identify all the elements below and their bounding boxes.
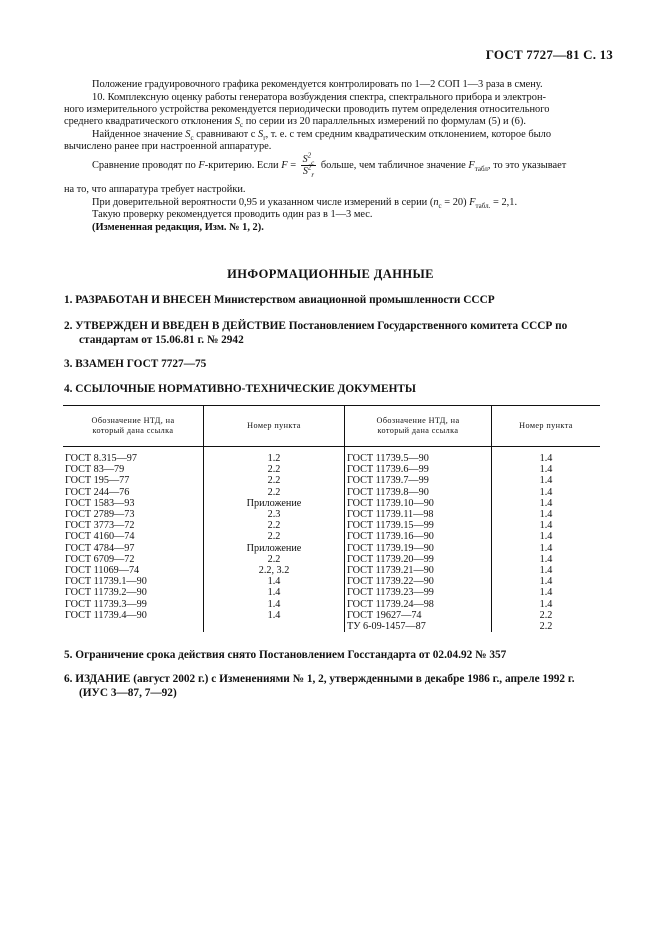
table-cell: 1.4 <box>267 598 281 610</box>
page-header: ГОСТ 7727—81 С. 13 <box>485 47 613 62</box>
paragraph-calibration-check: Положение градуировочного графика рекомендуется контролировать по 1—2 СОП 1—3 раза в смену. <box>92 79 543 90</box>
header-line: который дана ссылка <box>92 426 174 435</box>
paragraph-found-value-line2: вычислено ранее при настроенной аппаратуре. <box>64 141 272 152</box>
info-item-2 <box>64 319 567 334</box>
table-body-row <box>63 447 600 633</box>
table-cell: ГОСТ 11739.24—98 <box>347 598 434 610</box>
header-item-left: Номер пункта <box>204 406 345 447</box>
text-fragment: Сравнение проводят по <box>92 160 196 171</box>
symbol-f: F <box>198 160 205 171</box>
section-title: ИНФОРМАЦИОННЫЕ ДАННЫЕ <box>227 267 434 281</box>
table-cell: 1.2 <box>267 453 281 464</box>
table-cell: 1.4 <box>267 609 281 621</box>
table-cell: ГОСТ 6709—72 <box>65 553 135 565</box>
table-cell: 1.4 <box>267 587 281 599</box>
table-cell: ГОСТ 2789—73 <box>65 509 135 521</box>
table-cell: 2.2 <box>267 553 281 565</box>
equals-sign: = <box>290 160 297 171</box>
table-cell: 1.4 <box>267 576 281 588</box>
symbol-f: F <box>468 160 475 171</box>
text-fragment: среднего квадратического отклонения <box>64 116 233 127</box>
table-cell: 1.4 <box>539 587 553 599</box>
table-cell: ГОСТ 11739.3—99 <box>65 598 147 610</box>
table-cell: ГОСТ 11739.11—98 <box>347 509 434 521</box>
info-item-1 <box>64 293 495 308</box>
table-cell: ГОСТ 11739.8—90 <box>347 486 429 498</box>
table-cell: Приложение <box>246 497 302 509</box>
header-doc-left <box>63 406 204 447</box>
symbol-s: S <box>234 116 241 127</box>
table-cell: 1.4 <box>539 520 553 532</box>
column-right-items <box>492 447 601 633</box>
info-item-3: 3. ВЗАМЕН ГОСТ 7727—75 <box>64 358 207 370</box>
subscript-r: r <box>311 171 315 180</box>
table-cell: 2.2 <box>267 531 281 543</box>
text-fragment: При доверительной вероятности 0,95 и указанном числе измерений в серии ( <box>92 197 434 208</box>
table-cell: 2.2 <box>267 486 281 498</box>
subscript-r: r <box>263 134 266 143</box>
symbol-s: S <box>258 129 264 140</box>
header-item-right: Номер пункта <box>492 406 601 447</box>
column-left-items <box>204 447 345 633</box>
table-cell: 2.2, 3.2 <box>258 565 290 577</box>
table-cell: 2.2 <box>267 464 281 476</box>
f-ratio-fraction <box>301 151 317 180</box>
superscript-2: 2 <box>307 163 312 172</box>
item-lead: 1. РАЗРАБОТАН И ВНЕСЕН <box>64 294 212 306</box>
table-cell: 2.2 <box>539 609 553 621</box>
subscript-tabl: табл <box>474 165 488 174</box>
table-cell: ГОСТ 244—76 <box>65 486 130 498</box>
table-cell: ГОСТ 11739.6—99 <box>347 464 429 476</box>
info-item-2-line2: стандартам от 15.06.81 г. № 2942 <box>79 334 244 346</box>
symbol-n: n <box>433 197 439 208</box>
table-cell: ГОСТ 11739.2—90 <box>65 587 147 599</box>
table-cell: 1.4 <box>539 497 553 509</box>
header-line: который дана ссылка <box>377 426 459 435</box>
table-cell: ГОСТ 4160—74 <box>65 531 135 543</box>
table-cell: ГОСТ 11739.4—90 <box>65 609 147 621</box>
table-cell: 2.2 <box>267 475 281 487</box>
table-cell: ГОСТ 11739.19—90 <box>347 542 434 554</box>
info-item-6-line2: (ИУС 3—87, 7—92) <box>79 687 177 699</box>
paragraph-f-criterion <box>92 153 566 179</box>
table-cell: ГОСТ 8.315—97 <box>65 453 137 464</box>
header-line: Обозначение НТД, на <box>91 416 175 425</box>
table-cell: 1.4 <box>539 542 553 554</box>
column-right-docs <box>345 447 492 633</box>
paragraph-10-line1: 10. Комплексную оценку работы генератора возбуждения спектра, спектрального прибора и электрон- <box>92 92 546 103</box>
table-cell: 1.4 <box>539 509 553 521</box>
text-fragment: Найденное значение <box>92 129 183 140</box>
header-line: Обозначение НТД, на <box>376 416 460 425</box>
paragraph-f-criterion-line2: на то, что аппаратура требует настройки. <box>64 184 246 195</box>
subscript-c: c <box>240 121 244 130</box>
paragraph-10-line2: ного измерительного устройства рекомендуется периодически проводить путем определения относительного <box>64 104 550 115</box>
symbol-s: S <box>185 129 191 140</box>
subscript-tabl: табл. <box>475 202 491 211</box>
table-cell: 1.4 <box>539 464 553 476</box>
table-cell: 2.3 <box>267 509 281 521</box>
table-cell: 1.4 <box>539 565 553 577</box>
table-cell: ГОСТ 1583—93 <box>65 497 135 509</box>
table-cell: ГОСТ 11739.16—90 <box>347 531 434 543</box>
text-fragment: , то это указывает <box>487 160 567 171</box>
table-cell: 1.4 <box>539 475 553 487</box>
column-left-docs <box>63 447 204 633</box>
table-cell: ГОСТ 3773—72 <box>65 520 135 532</box>
table-cell: ГОСТ 11739.20—99 <box>347 553 434 565</box>
table-cell: 2.2 <box>539 621 553 633</box>
text-fragment: больше, чем табличное значение <box>320 160 466 171</box>
fraction-denominator <box>301 163 317 180</box>
table-cell: ГОСТ 11739.5—90 <box>347 453 429 464</box>
table-cell: ГОСТ 4784—97 <box>65 542 135 554</box>
text-fragment: , т. е. с тем средним квадратическим отклонением, которое было <box>265 129 552 140</box>
table-cell: 1.4 <box>539 453 553 464</box>
header-doc-right <box>345 406 492 447</box>
table-cell: ГОСТ 11739.23—99 <box>347 587 434 599</box>
symbol-s: S <box>302 166 308 178</box>
item-lead: 6. ИЗДАНИЕ <box>64 673 131 685</box>
subscript-c: c <box>311 159 315 168</box>
table-cell: ГОСТ 11739.7—99 <box>347 475 429 487</box>
table-cell: 1.4 <box>539 486 553 498</box>
symbol-f: F <box>469 197 476 208</box>
table-cell: ГОСТ 19627—74 <box>347 609 422 621</box>
table-cell: ГОСТ 11069—74 <box>65 565 140 577</box>
table-cell: ГОСТ 195—77 <box>65 475 130 487</box>
paragraph-check-frequency: Такую проверку рекомендуется проводить один раз в 1—3 мес. <box>92 209 373 220</box>
table-cell: 1.4 <box>539 598 553 610</box>
subscript-c: c <box>438 202 442 211</box>
item-text: (август 2002 г.) с Изменениями № 1, 2, утвержденными в декабре 1986 г., апреле 1992 г. <box>133 673 575 685</box>
table-header-row <box>63 406 600 447</box>
table-cell: 1.4 <box>539 531 553 543</box>
superscript-2: 2 <box>307 151 312 160</box>
table-cell: 2.2 <box>267 520 281 532</box>
text-fragment: = 20) <box>444 197 467 208</box>
subscript-c: c <box>190 134 194 143</box>
paragraph-amendment-note: (Измененная редакция, Изм. № 1, 2). <box>92 222 264 233</box>
paragraph-10-line3 <box>64 115 526 128</box>
table-cell: ТУ 6-09-1457—87 <box>347 621 426 633</box>
item-text: Постановлением Государственного комитета СССР по <box>288 320 568 332</box>
info-item-5: 5. Ограничение срока действия снято Постановлением Госстандарта от 02.04.92 № 357 <box>64 649 507 661</box>
item-text: Министерством авиационной промышленности СССР <box>213 294 495 306</box>
table-cell: ГОСТ 11739.22—90 <box>347 576 434 588</box>
table-cell: Приложение <box>246 542 302 554</box>
reference-documents-table <box>63 405 600 632</box>
text-fragment: по серии из 20 параллельных измерений по формулам (5) и (6). <box>245 116 526 127</box>
item-lead: 2. УТВЕРЖДЕН И ВВЕДЕН В ДЕЙСТВИЕ <box>64 320 286 332</box>
text-fragment: сравнивают с <box>196 129 256 140</box>
text-fragment: = 2,1. <box>493 197 518 208</box>
table-cell: ГОСТ 11739.1—90 <box>65 576 147 588</box>
table-cell: ГОСТ 11739.15—99 <box>347 520 434 532</box>
table-cell: 1.4 <box>539 553 553 565</box>
table-cell: ГОСТ 11739.10—90 <box>347 497 434 509</box>
table-cell: ГОСТ 83—79 <box>65 464 125 476</box>
table-cell: ГОСТ 11739.21—90 <box>347 565 434 577</box>
info-item-4: 4. ССЫЛОЧНЫЕ НОРМАТИВНО-ТЕХНИЧЕСКИЕ ДОКУМЕНТЫ <box>64 383 416 395</box>
symbol-s: S <box>302 154 308 166</box>
text-fragment: -критерию. Если <box>204 160 279 171</box>
symbol-f: F <box>281 160 288 171</box>
table-cell: 1.4 <box>539 576 553 588</box>
info-item-6 <box>64 672 575 687</box>
